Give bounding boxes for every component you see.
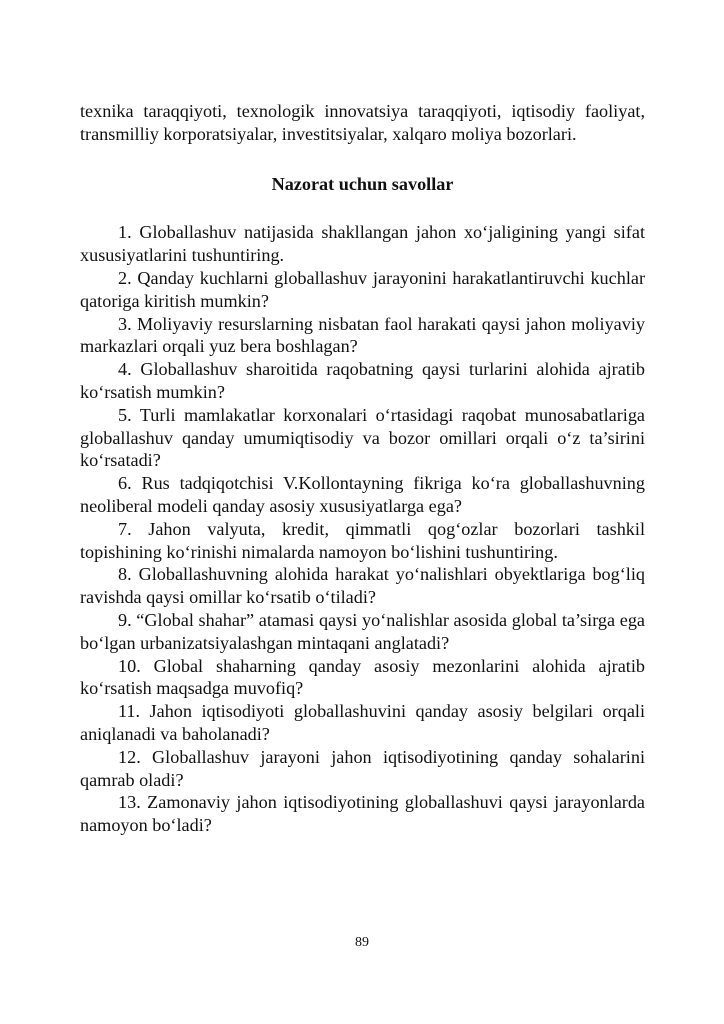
question-13: 13. Zamonaviy jahon iqtisodiyotining globallashuvi qaysi jarayonlarda namoyon bo‘ladi? bbox=[80, 792, 645, 836]
page-number: 89 bbox=[355, 935, 369, 950]
question-5: 5. Turli mamlakatlar korxonalari o‘rtasidagi raqobat munosabatlariga globallashuv qanday umumiqtisodiy va bozor omillari orqali o‘z ta’sirini ko‘rsatadi? bbox=[80, 404, 645, 471]
question-1: 1. Globallashuv natijasida shakllangan jahon xo‘jaligining yangi sifat xususiyatlarini tushuntiring. bbox=[80, 222, 645, 266]
question-7: 7. Jahon valyuta, kredit, qimmatli qog‘ozlar bozorlari tashkil topishining ko‘rinishi nimalarda namoyon bo‘lishini tushuntiring. bbox=[80, 518, 645, 562]
question-11: 11. Jahon iqtisodiyoti globallashuvini qanday asosiy belgilari orqali aniqlanadi va baholanadi? bbox=[80, 701, 645, 744]
intro-paragraph: texnika taraqqiyoti, texnologik innovatsiya taraqqiyoti, iqtisodiy faoliyat, transmilliy korporatsiyalar, investitsiyalar, xalqaro moliya bozorlari. bbox=[80, 101, 645, 144]
questions-list bbox=[80, 221, 645, 837]
page-body bbox=[80, 100, 645, 837]
question-9: 9. “Global shahar” atamasi qaysi yo‘nalishlar asosida global ta’sirga ega bo‘lgan urbanizatsiyalashgan mintaqani anglatadi? bbox=[80, 609, 645, 653]
question-2: 2. Qanday kuchlarni globallashuv jarayonini harakatlantiruvchi kuchlar qatoriga kiritish mumkin? bbox=[80, 267, 645, 311]
question-8: 8. Globallashuvning alohida harakat yo‘nalishlari obyektlariga bog‘liq ravishda qaysi omillar ko‘rsatib o‘tiladi? bbox=[80, 564, 645, 608]
question-10: 10. Global shaharning qanday asosiy mezonlarini alohida ajratib ko‘rsatish maqsadga muvofiq? bbox=[80, 655, 645, 699]
question-4: 4. Globallashuv sharoitida raqobatning qaysi turlarini alohida ajratib ko‘rsatish mumkin? bbox=[80, 359, 645, 402]
section-heading: Nazorat uchun savollar bbox=[271, 173, 454, 194]
question-6: 6. Rus tadqiqotchisi V.Kollontayning fikriga ko‘ra globallashuvning neoliberal modeli qanday asosiy xususiyatlarga ega? bbox=[80, 473, 645, 516]
question-3: 3. Moliyaviy resurslarning nisbatan faol harakati qaysi jahon moliyaviy markazlari orqali yuz bera boshlagan? bbox=[80, 313, 645, 357]
question-12: 12. Globallashuv jarayoni jahon iqtisodiyotining qanday sohalarini qamrab oladi? bbox=[80, 746, 645, 790]
